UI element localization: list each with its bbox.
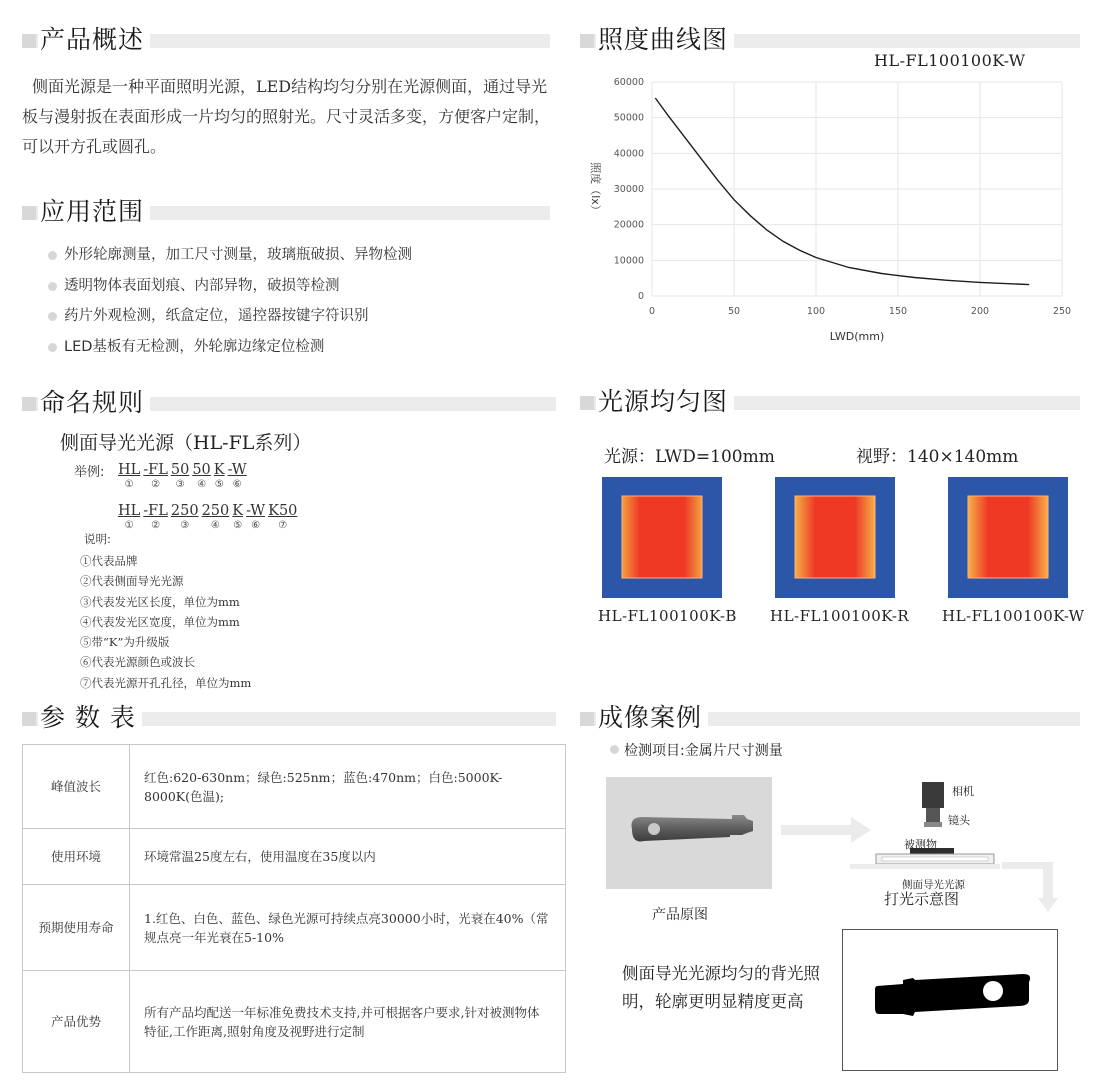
code-segment: 50 ③ [170, 462, 190, 490]
section-header-params [22, 703, 556, 733]
camera-label: 相机 [952, 785, 974, 798]
lwd-label: 光源：LWD=100mm [604, 447, 775, 467]
bullet-icon [48, 312, 57, 321]
code-segment: HL ① [118, 462, 141, 490]
naming-notes [80, 551, 251, 693]
y-tick-label: 20000 [613, 219, 644, 231]
y-tick-label: 40000 [613, 148, 644, 160]
list-item: ②代表侧面导光光源 [80, 574, 184, 589]
x-tick-label: 250 [1052, 306, 1072, 317]
notes-title: 说明: [84, 532, 111, 546]
x-tick-label: 0 [648, 306, 656, 317]
code-segment: 250 ③ [170, 503, 199, 531]
section-header-applications [22, 197, 550, 227]
table-key: 使用环境 [23, 829, 130, 885]
table-key: 产品优势 [23, 971, 130, 1073]
overview-text: 侧面光源是一种平面照明光源，LED结构均匀分别在光源侧面，通过导光板与漫射扳在表面形成一片均匀的照射光。尺寸灵活多变，方便客户定制，可以开方孔或圆孔。 [22, 77, 551, 156]
code-segment: 50 ④ [192, 462, 211, 490]
illuminance-chart [580, 50, 1080, 350]
result-silhouette-image [843, 930, 1057, 1070]
light-label: 侧面导光光源 [902, 879, 965, 891]
section-title: 产品概述 [38, 25, 150, 55]
x-tick-label: 150 [888, 306, 908, 317]
object-label: 被测物 [904, 838, 937, 851]
uniformity-caption: HL-FL100100K-R [770, 607, 910, 625]
list-item: ⑥代表光源颜色或波长 [80, 655, 195, 670]
photo-caption: 产品原图 [652, 907, 708, 923]
naming-subtitle: 侧面导光光源（HL-FL系列） [60, 432, 312, 454]
code-segment: K ⑤ [232, 503, 244, 531]
table-row [23, 971, 566, 1073]
list-item: 外形轮廓测量，加工尺寸测量，玻璃瓶破损、异物检测 [46, 240, 412, 271]
table-value: 所有产品均配送一年标准免费技术支持,并可根据客户要求,针对被测物体特征,工作距离,照射角度及视野进行定制 [130, 971, 566, 1073]
bullet-icon [610, 745, 619, 754]
code-segment: K50 ⑦ [268, 503, 298, 531]
section-title: 照度曲线图 [596, 25, 734, 55]
section-header-cases [580, 703, 1080, 733]
section-header-uniformity [580, 387, 1080, 417]
uniformity-caption: HL-FL100100K-B [598, 607, 737, 625]
table-value: 环境常温25度左右，使用温度在35度以内 [130, 829, 566, 885]
section-header-naming [22, 388, 556, 418]
list-item: ⑤带“K”为升级版 [80, 635, 170, 650]
section-title: 光源均匀图 [596, 387, 734, 417]
section-title: 应用范围 [38, 197, 150, 227]
case-item: 检测项目:金属片尺寸测量 [608, 740, 783, 760]
arrow-down-icon [1002, 862, 1058, 914]
y-tick-label: 30000 [613, 184, 644, 195]
uniformity-map-w [948, 477, 1068, 598]
table-row [23, 745, 566, 829]
fov-label: 视野：140×140mm [856, 447, 1019, 467]
product-photo [606, 777, 772, 889]
chart-title: HL-FL100100K-W [874, 51, 1026, 70]
example-label: 举例: [74, 465, 105, 480]
metal-part-image [606, 777, 772, 889]
table-row [23, 885, 566, 971]
result-description: 侧面导光光源均匀的背光照明，轮廓更明显精度更高 [622, 964, 820, 1011]
example-code-2 [118, 503, 300, 532]
code-segment: HL ① [118, 503, 141, 531]
bullet-icon [48, 251, 57, 260]
y-tick-label: 10000 [613, 255, 644, 267]
code-segment: -W ⑥ [227, 462, 247, 490]
bullet-icon [48, 343, 57, 352]
list-item: ①代表品牌 [80, 554, 138, 568]
table-key: 峰值波长 [23, 745, 130, 829]
bullet-icon [48, 282, 57, 291]
uniformity-map-b [602, 477, 722, 598]
table-value: 红色:620-630nm；绿色:525nm；蓝色:470nm；白色:5000K-8000K(色温); [130, 745, 566, 829]
camera-icon [922, 782, 944, 808]
y-tick-label: 0 [637, 291, 644, 302]
lighting-diagram [850, 778, 1010, 888]
code-segment: -FL ② [143, 462, 168, 490]
y-tick-label: 60000 [613, 77, 644, 88]
x-axis-label: LWD(mm) [829, 330, 885, 343]
x-tick-label: 200 [970, 306, 990, 317]
section-title: 成像案例 [596, 703, 708, 733]
list-item: ⑦代表光源开孔孔径，单位为mm [80, 675, 252, 690]
y-tick-label: 50000 [613, 112, 644, 124]
code-segment: 250 ④ [201, 503, 230, 531]
x-tick-label: 50 [727, 306, 741, 317]
lens-label: 镜头 [948, 814, 970, 827]
applications-list [46, 240, 412, 362]
lens-icon [926, 808, 940, 822]
params-table [22, 744, 566, 1073]
list-item: ③代表发光区长度，单位为mm [80, 594, 240, 609]
list-item: 透明物体表面划痕、内部异物，破损等检测 [46, 271, 412, 302]
result-image [842, 929, 1058, 1071]
code-segment: K ⑤ [213, 462, 225, 490]
diagram-caption: 打光示意图 [884, 890, 960, 908]
table-row [23, 829, 566, 885]
series-line [655, 98, 1029, 285]
list-item: LED基板有无检测，外轮廓边缘定位检测 [46, 332, 412, 363]
uniformity-map-r [775, 477, 895, 598]
section-header-overview [22, 25, 550, 55]
code-segment: -FL ② [143, 503, 168, 531]
example-code-1 [118, 462, 250, 491]
list-item: 药片外观检测，纸盒定位，遥控器按键字符识别 [46, 301, 412, 332]
uniformity-caption: HL-FL100100K-W [942, 607, 1085, 625]
table-value: 1.红色、白色、蓝色、绿色光源可持续点亮30000小时，光衰在40%（常规点亮一年光衰在5-10% [130, 885, 566, 971]
section-title: 参 数 表 [38, 703, 142, 733]
table-key: 预期使用寿命 [23, 885, 130, 971]
code-segment: -W ⑥ [246, 503, 266, 531]
list-item: ④代表发光区宽度，单位为mm [80, 614, 240, 629]
y-axis-label: 照度（lx） [589, 162, 602, 216]
section-title: 命名规则 [38, 388, 150, 418]
x-tick-label: 100 [806, 306, 826, 317]
